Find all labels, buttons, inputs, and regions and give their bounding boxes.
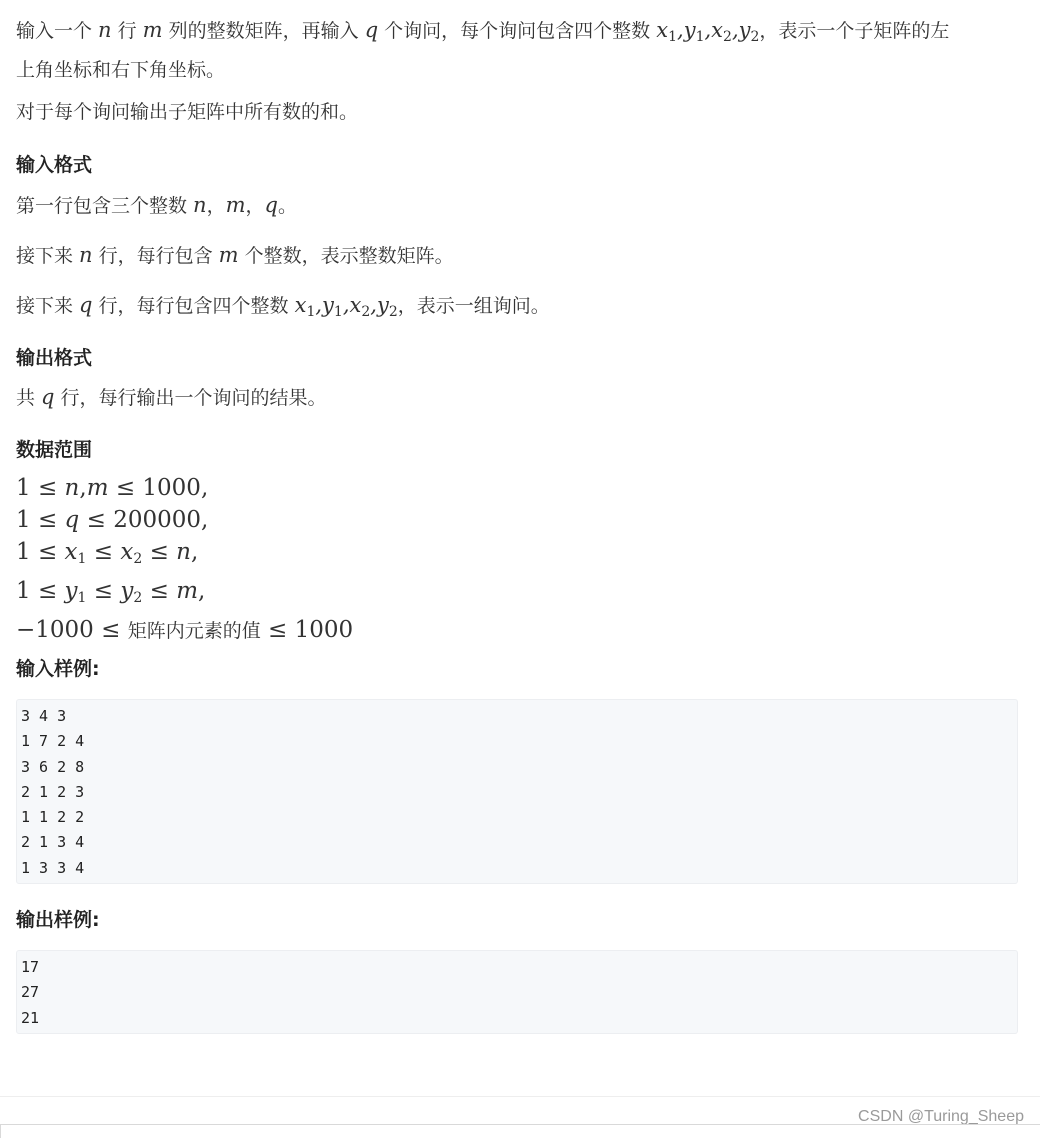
input-format-heading: 输入格式 bbox=[16, 154, 93, 176]
sample-output-heading: 输出样例: bbox=[16, 909, 100, 931]
math-query-vars: $x_1,y_1,x_2,y_2$ bbox=[294, 293, 398, 320]
constraint-x: $1 \le x_1 \le x_2 \le n$, bbox=[16, 539, 199, 567]
intro-paragraph bbox=[16, 14, 1020, 87]
sample-input-heading: 输入样例: bbox=[16, 658, 100, 680]
sample-input-line: 1 1 2 2 bbox=[21, 808, 85, 827]
constraint-n-m: 1 ≤ n,m ≤ 1000, bbox=[16, 475, 209, 501]
sample-input-line: 3 6 2 8 bbox=[21, 757, 85, 776]
math-x1: $x_1,y_1,x_2,y_2$ bbox=[656, 18, 760, 45]
footer-divider bbox=[0, 1096, 1040, 1097]
constraint-y: $1 \le y_1 \le y_2 \le m$, bbox=[16, 578, 206, 606]
input-format-line-1: 第一行包含三个整数 n，m，q。 bbox=[16, 193, 297, 217]
sample-input-line: 3 4 3 bbox=[21, 707, 67, 725]
data-range-constraints bbox=[16, 472, 353, 647]
output-format-heading: 输出格式 bbox=[16, 347, 93, 369]
sample-input-code-block[interactable] bbox=[16, 699, 1018, 884]
sample-output-line: 17 bbox=[21, 958, 40, 976]
intro-line-2: 上角坐标和右下角坐标。 bbox=[16, 59, 226, 81]
sample-input-line: 2 1 3 4 bbox=[21, 833, 85, 852]
sample-input-line: 1 7 2 4 bbox=[21, 732, 85, 751]
sample-input-line: 2 1 2 3 bbox=[21, 782, 85, 801]
csdn-watermark: CSDN @Turing_Sheep bbox=[858, 1108, 1024, 1125]
sample-output-line: 27 bbox=[21, 983, 40, 1002]
footer-panel-edge bbox=[0, 1124, 1040, 1138]
constraint-element: −1000 ≤ 矩阵内元素的值 ≤ 1000 bbox=[16, 617, 354, 643]
sample-output-line: 21 bbox=[21, 1008, 40, 1027]
task-description: 对于每个询问输出子矩阵中所有数的和。 bbox=[16, 101, 359, 123]
sample-output-code-block[interactable] bbox=[16, 950, 1018, 1034]
input-format-line-2: 接下来 n 行，每行包含 m 个整数，表示整数矩阵。 bbox=[16, 243, 454, 267]
constraint-q: 1 ≤ q ≤ 200000, bbox=[16, 507, 209, 533]
input-format-line-3: 接下来 q 行，每行包含四个整数 $x_1,y_1,x_2,y_2$，表示一组询问。 bbox=[16, 293, 550, 320]
intro-line-1: 输入一个 n 行 m 列的整数矩阵，再输入 q 个询问，每个询问包含四个整数 $x_1,y_1,x_2,y_2$，表示一个子矩阵的左 bbox=[16, 18, 950, 45]
output-format-line-1: 共 q 行，每行输出一个询问的结果。 bbox=[16, 385, 327, 409]
data-range-heading: 数据范围 bbox=[16, 439, 93, 461]
sample-input-line: 1 3 3 4 bbox=[21, 858, 85, 877]
